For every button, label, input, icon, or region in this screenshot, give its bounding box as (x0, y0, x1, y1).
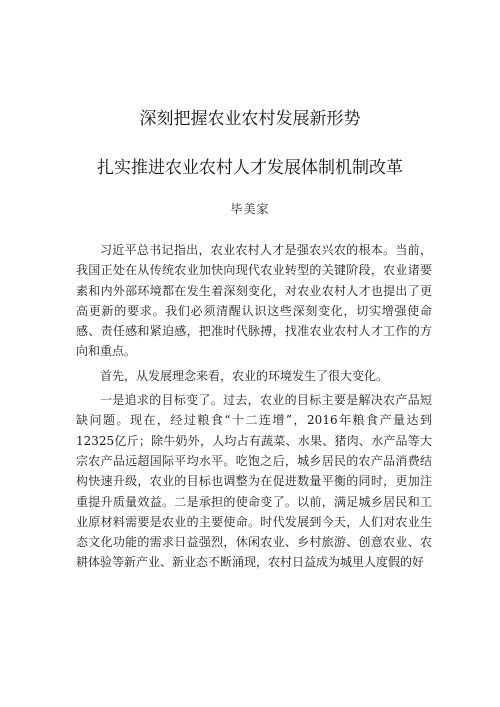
document-subtitle: 扎实推进农业农村人才发展体制机制改革 (97, 158, 403, 178)
body-text (76, 240, 432, 577)
paragraph: 首先，从发展理念来看，农业的环境发生了很大变化。 (100, 368, 389, 383)
paragraph: 一是追求的目标变了。过去，农业的目标主要是解决农产品短缺问题。现在，经过粮食“十二连增”，2016年粮食产量达到12325亿斤；除牛奶外，人均占有蔬菜、水果、猪肉、水产品等大宗农产品远超国际平均水平。吃饱之后，城乡居民的农产品消费结构快速升级，农业的目标也调整为在促进数量平衡的同时，更加注重提升质量效益。二是承担的使命变了。以前，满足城乡居民和工业原材料需要是农业的主要使命。时代发展到今天，人们对农业生态文化功能的需求日益强烈，休闲农业、乡村旅游、创意农业、农耕体验等新产业、新业态不断涌现，农村日益成为城里人度假的好 (76, 393, 432, 570)
document-title: 深刻把握农业农村发展新形势 (139, 109, 361, 129)
author-name: 毕美家 (230, 202, 270, 216)
paragraph: 习近平总书记指出，农业农村人才是强农兴农的根本。当前，我国正处在从传统农业加快向现代农业转型的关键阶段，农业诸要素和内外部环境都在发生着深刻变化，对农业农村人才也提出了更高更新的要求。我们必须清醒认识这些深刻变化，切实增强使命感、责任感和紧迫感，把准时代脉搏，找准农业农村人才工作的方向和重点。 (76, 243, 432, 359)
